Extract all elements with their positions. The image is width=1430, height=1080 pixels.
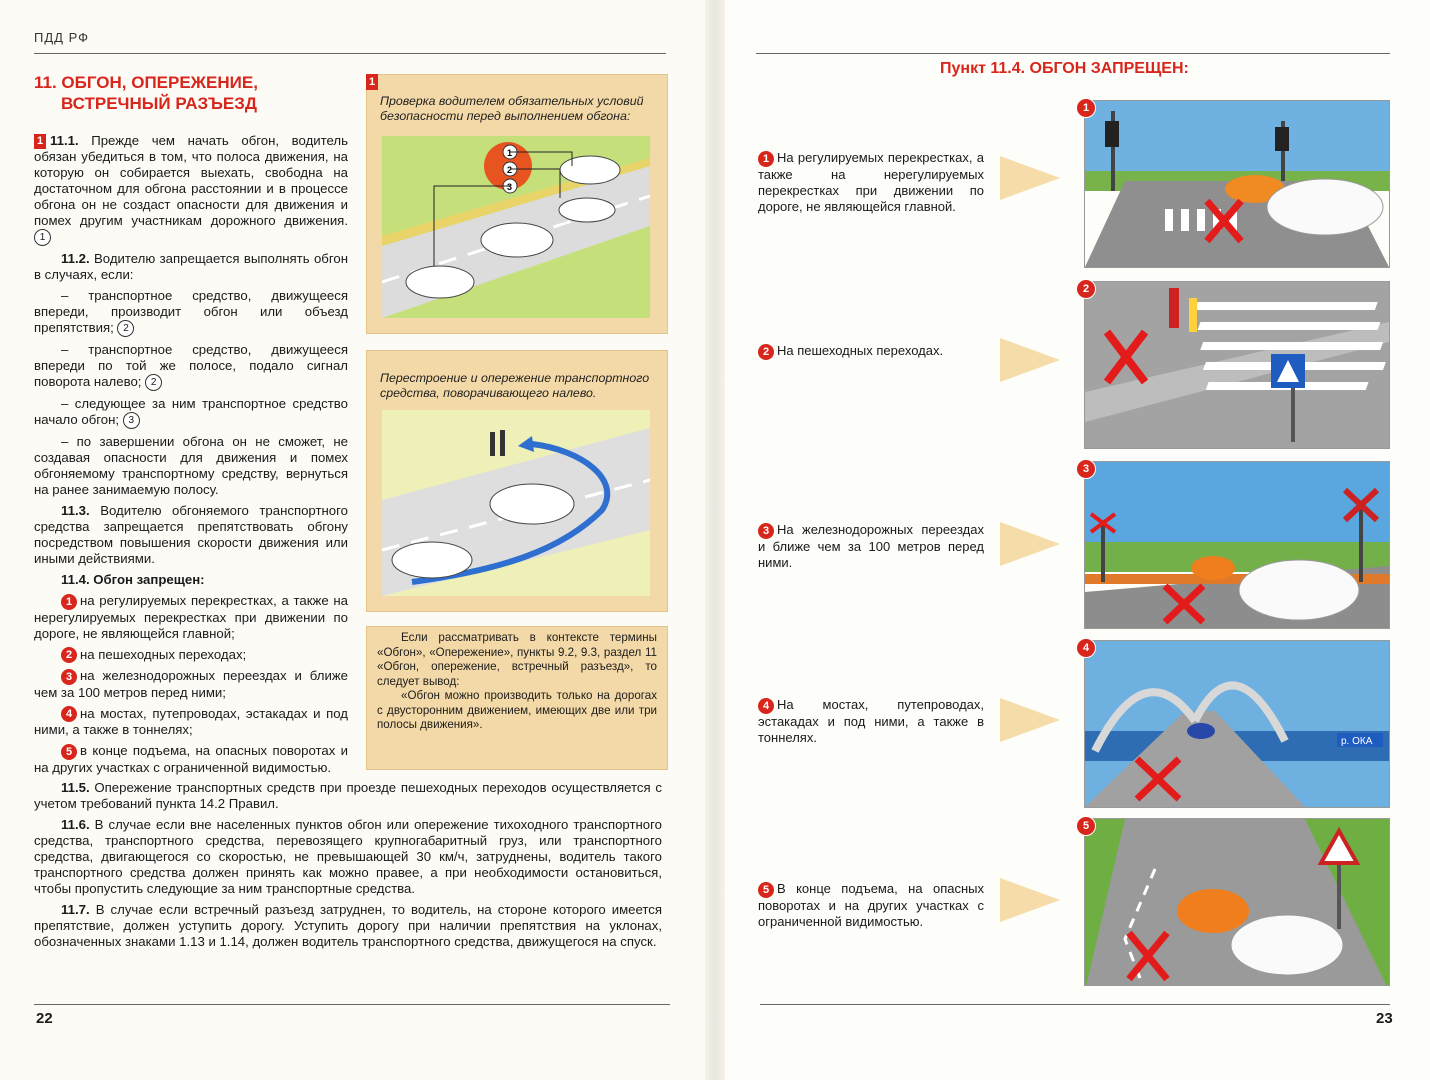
dash-item-3: – следующее за ним транспортное средство начало обгон; 3 <box>34 396 348 429</box>
para-11-2: 11.2. Водителю запрещается выполнять обгон в случаях, если: <box>34 251 348 283</box>
running-header: ПДД РФ <box>34 30 89 45</box>
para-11-1: 1 11.1. Прежде чем начать обгон, водитель обязан убедиться в том, что полоса движения, на которую он собирается выехать, свободна на достаточном для обгона расстоянии и в процессе обгона он не создаст опасности для движения и помех другим участникам дорожного движения. 1 <box>34 133 348 246</box>
turning-car <box>490 484 574 524</box>
para-11-4: 11.4. Обгон запрещен: <box>61 572 205 588</box>
check-3-label: 3 <box>507 182 513 192</box>
case-3-photo-railway <box>1084 461 1390 629</box>
header-rule-right <box>756 53 1390 54</box>
photo-3-badge: 3 <box>1076 459 1096 479</box>
circle-ref-1: 1 <box>34 229 51 246</box>
following-car <box>406 266 474 298</box>
river-sign-label: р. ОКА <box>1341 736 1373 747</box>
dash-item-1: – транспортное средство, движущееся впереди, производит обгон или объезд препятствия; 2 <box>34 288 348 337</box>
photo-2-badge: 2 <box>1076 279 1096 299</box>
para-11-3: 11.3. Водителю обгоняемого транспортного средства запрещается препятствовать обгону посредством повышения скорости движения или иными действиями. <box>34 503 348 567</box>
wide-text <box>34 780 662 955</box>
dash-item-4: – по завершении обгона он не сможет, не создавая опасности для движения и помех обгоняемому транспортному средству, вернуться на ранее занимаемую полосу. <box>34 434 348 498</box>
check-1-label: 1 <box>507 148 513 158</box>
passing-car <box>392 542 472 578</box>
panel-2-caption: Перестроение и опережение транспортного средства, поворачивающего налево. <box>380 371 650 400</box>
note-paragraph-2: «Обгон можно производить только на дорогах с двусторонним движением, имеющих две или три полосы движения». <box>377 689 657 731</box>
panel-1-caption: Проверка водителем обязательных условий безопасности перед выполнением обгона: <box>380 94 644 123</box>
arrow-3 <box>1000 522 1060 566</box>
case-5-text: 5 В конце подъема, на опасных поворотах и на других участках с ограниченной видимостью. <box>758 881 984 929</box>
page-number-left: 22 <box>36 1010 53 1027</box>
case-1-photo-intersection <box>1084 100 1390 268</box>
prohibited-item-5: 5 в конце подъема, на опасных поворотах и на других участках с ограниченной видимостью. <box>34 743 348 775</box>
overtaking-car <box>481 223 553 257</box>
panel-1-tag: 1 <box>366 74 378 90</box>
overtaking-check-illustration <box>382 136 650 318</box>
photo-5-badge: 5 <box>1076 816 1096 836</box>
case-2-text: 2 На пешеходных переходах. <box>758 343 984 360</box>
car-ahead <box>559 198 615 222</box>
dash-item-2: – транспортное средство, движущееся впереди по той же полосе, подало сигнал поворота налево; 2 <box>34 342 348 391</box>
arrow-4 <box>1000 698 1060 742</box>
left-column-text <box>34 133 348 781</box>
photo-4-badge: 4 <box>1076 638 1096 658</box>
prohibited-item-3: 3 на железнодорожных переездах и ближе чем за 100 метров перед ними; <box>34 668 348 700</box>
para-11-7: 11.7. В случае если встречный разъезд затруднен, то водитель, на стороне которого имеется препятствие, должен уступить дорогу. Уступить дорогу при наличии препятствия на уклонах, обозначенных знаками 1.13 и 1.14, должен водитель транспортного средства, движущегося на спуск. <box>34 902 663 949</box>
section-title <box>34 72 334 114</box>
header-rule <box>34 53 666 54</box>
case-2-photo-crossing <box>1084 281 1390 449</box>
case-4-photo-bridge <box>1084 640 1390 808</box>
pedestrian-1 <box>1169 288 1179 328</box>
section-title-line2: ВСТРЕЧНЫЙ РАЗЪЕЗД <box>61 94 258 113</box>
pedestrian-2 <box>1189 298 1197 332</box>
note-paragraph-1: Если рассматривать в контексте термины «Обгон», «Опережение», пункты 9.2, 9.3, раздел 11 «Обгон, опережение, встречный разъезд», то следует вывод: <box>377 631 657 688</box>
prohibited-item-1: 1 на регулируемых перекрестках, а также на нерегулируемых перекрестках при движении по дороге, не являющейся главной; <box>34 593 348 641</box>
arrow-1 <box>1000 156 1060 200</box>
case-4-text: 4 На мостах, путепроводах, эстакадах и под ними, а также в тоннелях. <box>758 697 984 745</box>
case-3-text: 3 На железнодорожных переездах и ближе чем за 100 метров перед ними. <box>758 522 984 570</box>
book-gutter <box>705 0 725 1080</box>
prohibited-item-2: 2 на пешеходных переходах; <box>34 647 348 664</box>
section-title-line1: 11. ОБГОН, ОПЕРЕЖЕНИЕ, <box>34 73 258 92</box>
footer-rule-left <box>34 1004 670 1005</box>
check-2-label: 2 <box>507 165 513 175</box>
para-11-5: 11.5. Опережение транспортных средств при проезде пешеходных переходов осуществляется с учетом требований пункта 14.2 Правил. <box>34 780 662 811</box>
lane-change-illustration <box>382 410 650 596</box>
arrow-5 <box>1000 878 1060 922</box>
prohibited-item-4: 4 на мостах, путепроводах, эстакадах и под ними, а также в тоннелях; <box>34 705 348 738</box>
photo-1-badge: 1 <box>1076 98 1096 118</box>
para-11-6: 11.6. В случае если вне населенных пунктов обгон или опережение тихоходного транспортного средства, транспортного средства, перевозящего крупногабаритный груз, или транспортного средства, двигающегося со скоростью, не превышающей 30 км/ч, затруднены, водитель такого транспортного средства должен принять как можно правее, а при необходимости остановиться, чтобы пропустить следующие за ним транспортные средства. <box>34 817 662 896</box>
case-5-photo-hill <box>1084 818 1390 986</box>
arrow-2 <box>1000 338 1060 382</box>
panel-ref-marker: 1 <box>34 134 46 149</box>
conclusion-note <box>366 626 668 770</box>
page-number-right: 23 <box>1376 1010 1393 1027</box>
case-1-text: 1 На регулируемых перекрестках, а также на нерегулируемых перекрестках при движении по дороге, не являющейся главной. <box>758 150 984 214</box>
oncoming-car <box>560 156 620 184</box>
footer-rule-right <box>760 1004 1390 1005</box>
right-page-title: Пункт 11.4. ОБГОН ЗАПРЕЩЕН: <box>940 60 1189 77</box>
